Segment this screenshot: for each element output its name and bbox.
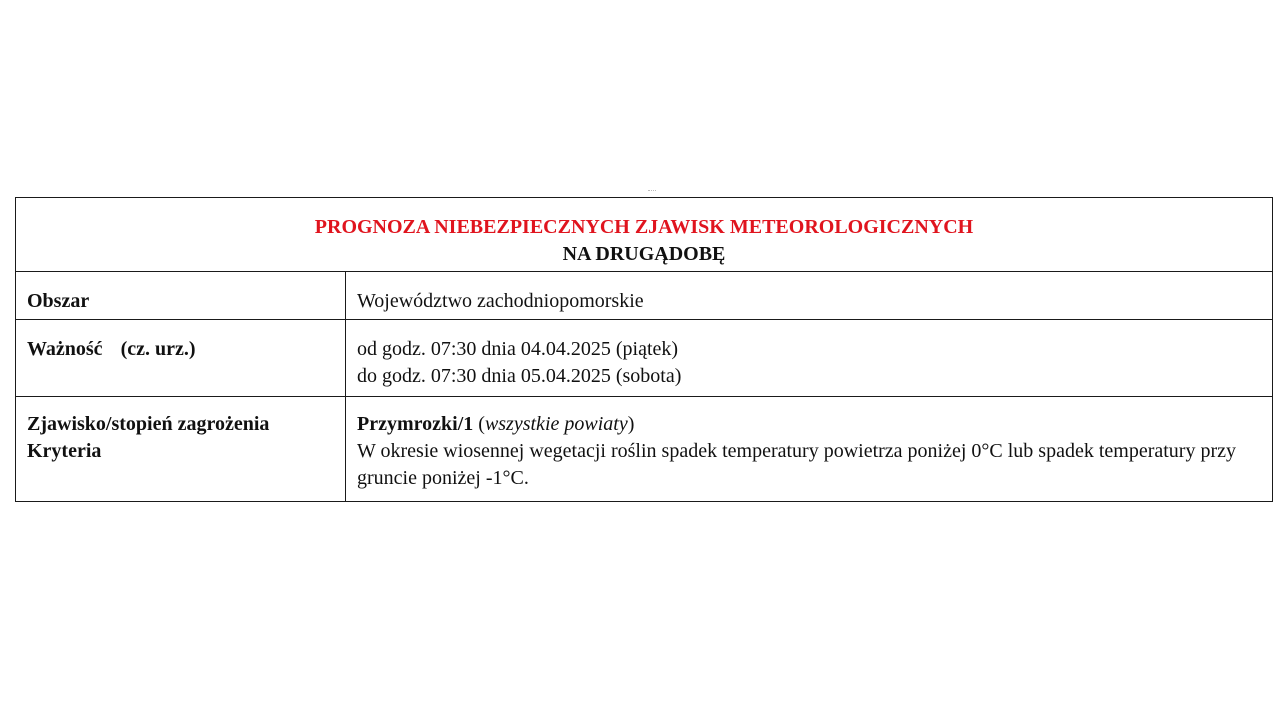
area-value: Województwo zachodniopomorskie	[346, 272, 1273, 320]
validity-label-cell	[16, 320, 346, 397]
page-number-mark	[648, 190, 656, 195]
forecast-table	[15, 197, 1273, 502]
phenomenon-name: Przymrozki/1	[357, 413, 474, 435]
phenomenon-value-cell	[346, 397, 1273, 502]
phenomenon-scope: wszystkie powiaty	[484, 413, 628, 435]
validity-row	[16, 320, 1273, 397]
phenomenon-row	[16, 397, 1273, 502]
validity-from: od godz. 07:30 dnia 04.04.2025 (piątek)	[357, 338, 679, 360]
phenomenon-heading	[357, 411, 1262, 438]
phenomenon-label-cell	[16, 397, 346, 502]
validity-value-cell	[346, 320, 1273, 397]
document-title	[16, 198, 1273, 272]
phenomenon-label: Zjawisko/stopień zagrożenia	[27, 413, 270, 435]
area-label: Obszar	[16, 272, 346, 320]
title-line-2: NA DRUGĄDOBĘ	[562, 243, 726, 265]
criteria-label: Kryteria	[27, 440, 102, 462]
scope-close: )	[627, 413, 635, 435]
title-line-1: PROGNOZA NIEBEZPIECZNYCH ZJAWISK METEOROLOGICZNYCH	[314, 216, 974, 238]
validity-to: do godz. 07:30 dnia 05.04.2025 (sobota)	[357, 365, 682, 387]
validity-label: Ważność	[27, 338, 103, 360]
area-row	[16, 272, 1273, 320]
phenomenon-criteria: W okresie wiosennej wegetacji roślin spadek temperatury powietrza poniżej 0°C lub spadek temperatury przy gruncie poniżej -1°C.	[357, 440, 1237, 489]
validity-label-note: (cz. urz.)	[120, 338, 196, 360]
header-row	[16, 198, 1273, 272]
scope-open: (	[478, 413, 485, 435]
